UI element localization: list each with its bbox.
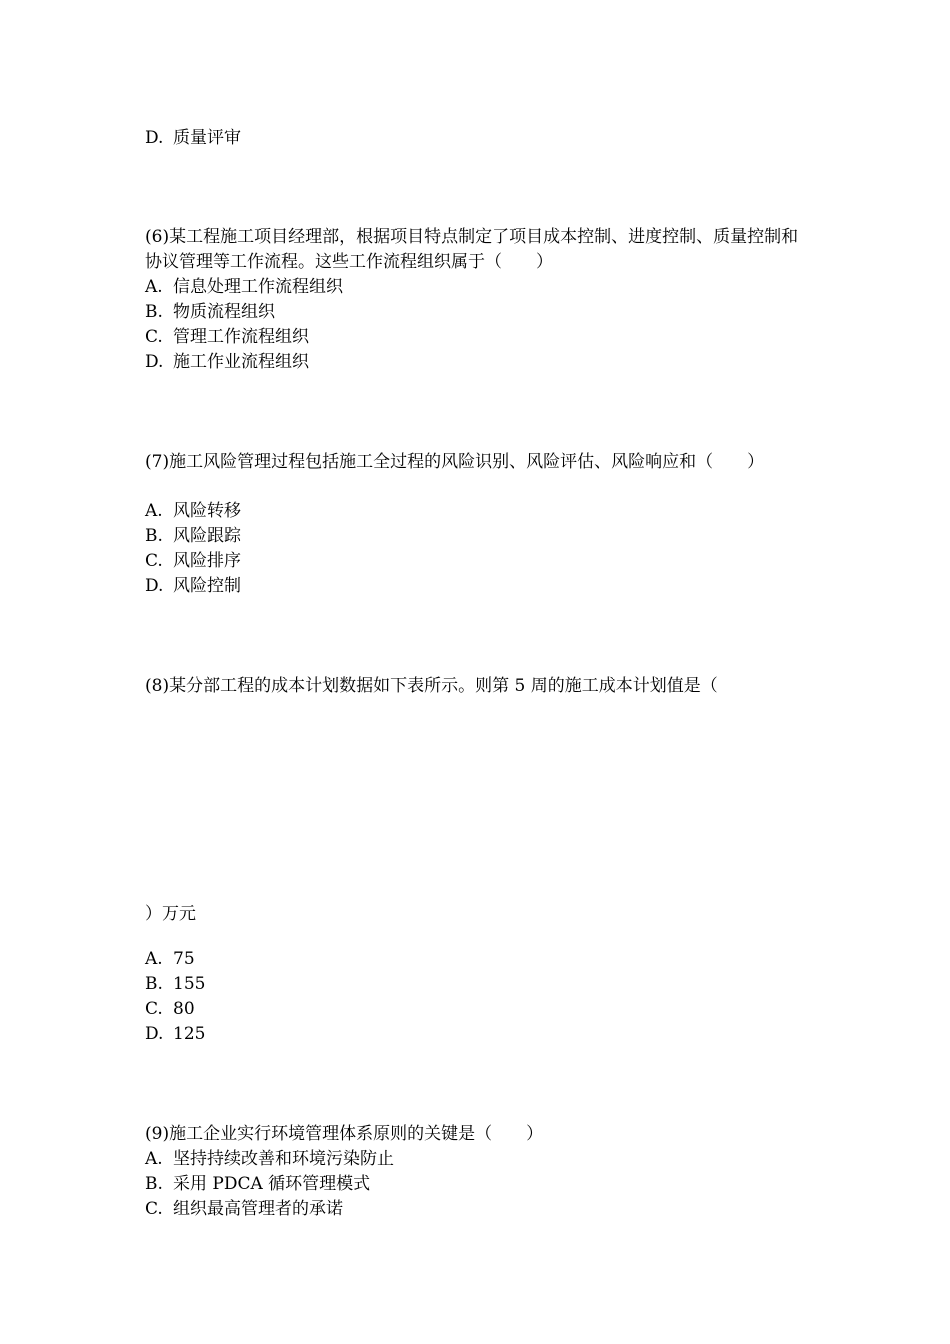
q7-option-a bbox=[145, 499, 241, 523]
q9-option-c bbox=[145, 1197, 343, 1221]
option-letter: D. bbox=[145, 1024, 164, 1044]
q7-option-d bbox=[145, 574, 241, 598]
option-text: 管理工作流程组织 bbox=[173, 327, 309, 347]
option-text: 风险转移 bbox=[173, 501, 241, 521]
option-text: 155 bbox=[173, 974, 206, 994]
option-letter: B. bbox=[145, 1174, 163, 1194]
option-text: 质量评审 bbox=[173, 128, 241, 148]
option-letter: C. bbox=[145, 551, 163, 571]
q9-option-a bbox=[145, 1147, 394, 1171]
option-letter: C. bbox=[145, 327, 163, 347]
question-8-stem: (8)某分部工程的成本计划数据如下表所示。则第 5 周的施工成本计划值是（ bbox=[145, 676, 718, 696]
option-text: 采用 PDCA 循环管理模式 bbox=[173, 1174, 371, 1194]
q6-option-a bbox=[145, 275, 343, 299]
q8-option-d bbox=[145, 1022, 205, 1046]
option-letter: A. bbox=[145, 277, 163, 297]
option-letter: B. bbox=[145, 526, 163, 546]
question-9-stem: (9)施工企业实行环境管理体系原则的关键是（ ） bbox=[145, 1124, 544, 1144]
option-letter: B. bbox=[145, 302, 163, 322]
option-text: 风险控制 bbox=[173, 576, 241, 596]
option-text: 施工作业流程组织 bbox=[173, 352, 309, 372]
option-letter: D. bbox=[145, 576, 164, 596]
option-text: 风险跟踪 bbox=[173, 526, 241, 546]
q6-option-c bbox=[145, 325, 309, 349]
option-text: 组织最高管理者的承诺 bbox=[173, 1199, 343, 1219]
q7-option-b bbox=[145, 524, 241, 548]
q8-option-c bbox=[145, 997, 195, 1021]
question-6-stem: (6)某工程施工项目经理部，根据项目特点制定了项目成本控制、进度控制、质量控制和协议管理等工作流程。这些工作流程组织属于（ ） bbox=[145, 227, 799, 272]
option-letter: C. bbox=[145, 1199, 163, 1219]
option-letter: A. bbox=[145, 1149, 163, 1169]
option-text: 125 bbox=[173, 1024, 206, 1044]
option-text: 信息处理工作流程组织 bbox=[173, 277, 343, 297]
q8-option-a bbox=[145, 947, 195, 971]
q8-option-b bbox=[145, 972, 205, 996]
option-letter: A. bbox=[145, 501, 163, 521]
option-letter: A. bbox=[145, 949, 163, 969]
option-d-prev-question bbox=[145, 126, 241, 150]
option-text: 80 bbox=[173, 999, 195, 1019]
option-letter: B. bbox=[145, 974, 163, 994]
option-letter: D. bbox=[145, 352, 164, 372]
q6-option-d bbox=[145, 350, 309, 374]
option-text: 坚持持续改善和环境污染防止 bbox=[173, 1149, 394, 1169]
option-letter: C. bbox=[145, 999, 163, 1019]
option-text: 风险排序 bbox=[173, 551, 241, 571]
q9-option-b bbox=[145, 1172, 370, 1196]
question-7-stem: (7)施工风险管理过程包括施工全过程的风险识别、风险评估、风险响应和（ ） bbox=[145, 452, 765, 472]
option-text: 物质流程组织 bbox=[173, 302, 275, 322]
question-8-stem-tail: ）万元 bbox=[145, 904, 196, 924]
q6-option-b bbox=[145, 300, 275, 324]
option-letter: D. bbox=[145, 128, 164, 148]
q7-option-c bbox=[145, 549, 241, 573]
option-text: 75 bbox=[173, 949, 195, 969]
